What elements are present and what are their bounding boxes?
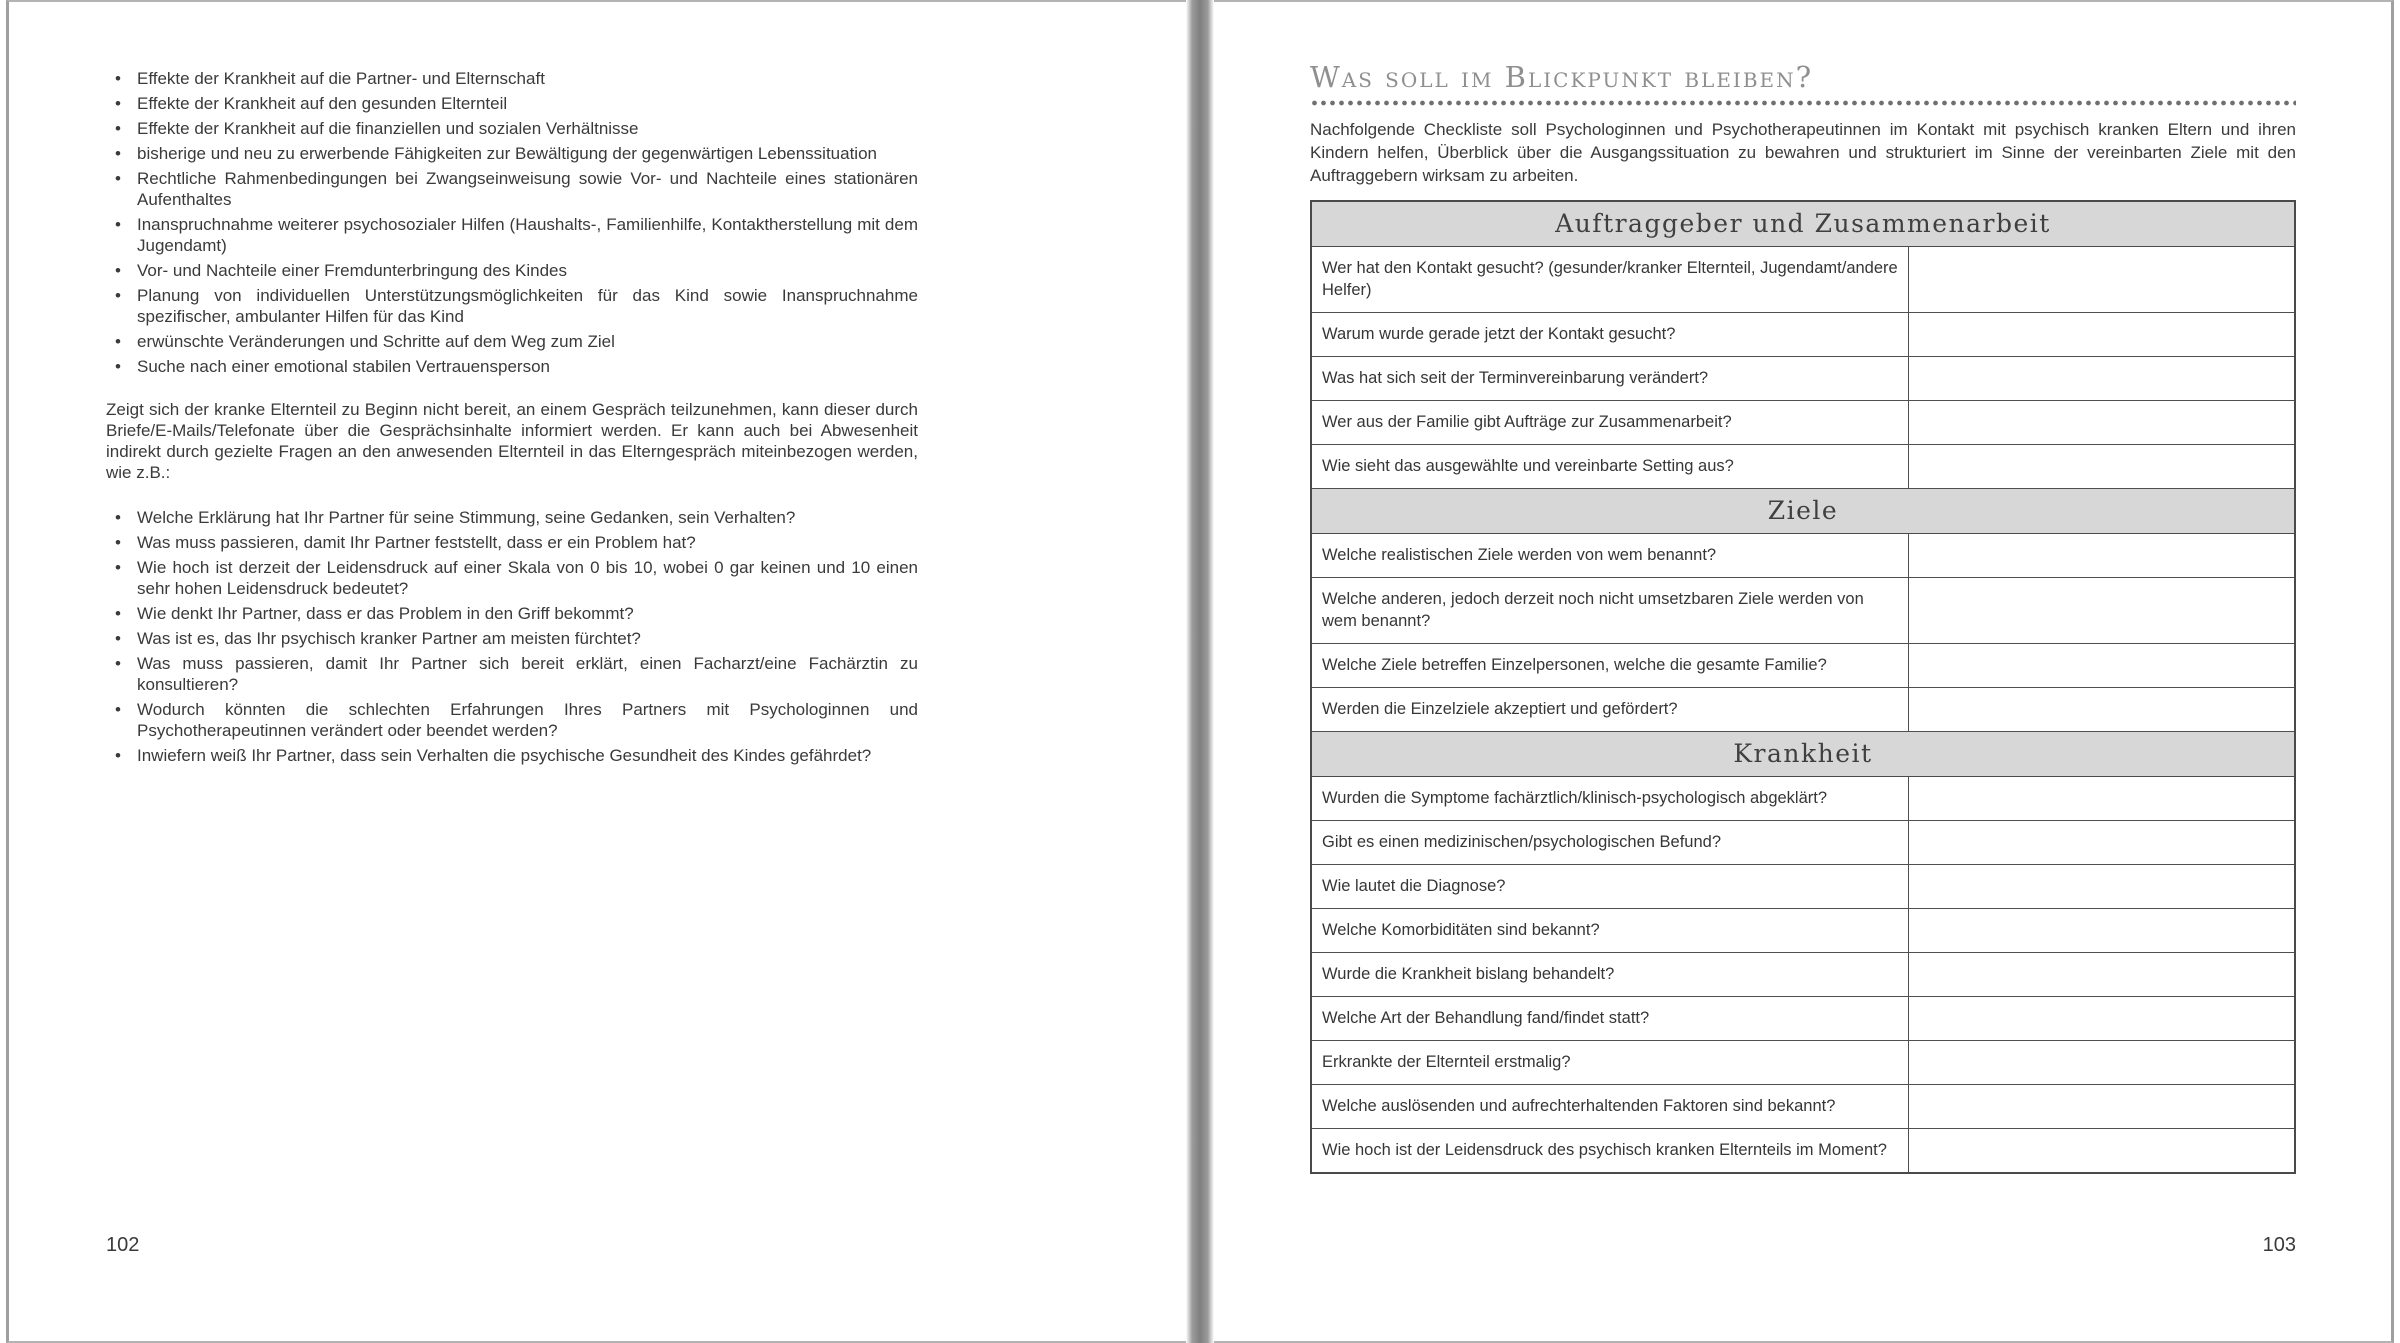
bullet-item	[106, 603, 918, 624]
bullet-item-text: Suche nach einer emotional stabilen Vertrauensperson	[137, 357, 550, 376]
questions-bullet-list	[106, 507, 918, 766]
question-cell: Gibt es einen medizinischen/psychologischen Befund?	[1312, 821, 1909, 864]
bullet-item-text: Was muss passieren, damit Ihr Partner sich bereit erklärt, einen Facharzt/eine Fachärztin zu konsultieren?	[137, 654, 918, 694]
bullet-item	[106, 653, 918, 695]
checklist-row	[1312, 445, 2294, 489]
answer-cell	[1909, 445, 2294, 488]
left-page-content	[106, 68, 918, 770]
bullet-item-text: Vor- und Nachteile einer Fremdunterbringung des Kindes	[137, 261, 567, 280]
checklist-row	[1312, 688, 2294, 732]
question-cell: Welche auslösenden und aufrechterhaltenden Faktoren sind bekannt?	[1312, 1085, 1909, 1128]
right-page-content	[1310, 60, 2296, 1174]
checklist-row	[1312, 401, 2294, 445]
topics-bullet-list	[106, 68, 918, 377]
question-cell: Erkrankte der Elternteil erstmalig?	[1312, 1041, 1909, 1084]
answer-cell	[1909, 401, 2294, 444]
question-cell: Wurden die Symptome fachärztlich/klinisch-psychologisch abgeklärt?	[1312, 777, 1909, 820]
checklist-section	[1312, 489, 2294, 732]
dotted-rule	[1310, 100, 2296, 106]
answer-cell	[1909, 534, 2294, 577]
bullet-item	[106, 118, 918, 139]
checklist-row	[1312, 909, 2294, 953]
checklist-row	[1312, 777, 2294, 821]
bullet-item	[106, 168, 918, 210]
bullet-item-text: bisherige und neu zu erwerbende Fähigkeiten zur Bewältigung der gegenwärtigen Lebenssituation	[137, 144, 877, 163]
bullet-item	[106, 68, 918, 89]
section-header: Auftraggeber und Zusammenarbeit	[1312, 202, 2294, 247]
question-cell: Werden die Einzelziele akzeptiert und gefördert?	[1312, 688, 1909, 731]
checklist-row	[1312, 644, 2294, 688]
bullet-item	[106, 93, 918, 114]
checklist-row	[1312, 1041, 2294, 1085]
question-cell: Welche anderen, jedoch derzeit noch nicht umsetzbaren Ziele werden von wem benannt?	[1312, 578, 1909, 643]
connecting-paragraph: Zeigt sich der kranke Elternteil zu Beginn nicht bereit, an einem Gespräch teilzunehmen, kann dieser durch Briefe/E-Mails/Telefonate über die Gesprächsinhalte informiert werden. Er kann auch bei Abwesenheit indirekt durch gezielte Fragen an den anwesenden Elternteil in das Elterngespräch miteinbezogen werden, wie z.B.:	[106, 400, 918, 482]
checklist-row	[1312, 821, 2294, 865]
section-header: Ziele	[1312, 489, 2294, 534]
answer-cell	[1909, 1041, 2294, 1084]
answer-cell	[1909, 1085, 2294, 1128]
answer-cell	[1909, 997, 2294, 1040]
bullet-item-text: Wie hoch ist derzeit der Leidensdruck auf einer Skala von 0 bis 10, wobei 0 gar keinen und 10 einen sehr hohen Leidensdruck bedeutet?	[137, 558, 918, 598]
bullet-item	[106, 557, 918, 599]
bullet-item-text: erwünschte Veränderungen und Schritte auf dem Weg zum Ziel	[137, 332, 615, 351]
bullet-item-text: Planung von individuellen Unterstützungsmöglichkeiten für das Kind sowie Inanspruchnahme spezifischer, ambulanter Hilfen für das Kind	[137, 286, 918, 326]
bullet-item-text: Wie denkt Ihr Partner, dass er das Problem in den Griff bekommt?	[137, 604, 634, 623]
checklist-row	[1312, 1085, 2294, 1129]
page-gutter	[1186, 0, 1214, 1343]
question-cell: Wie hoch ist der Leidensdruck des psychisch kranken Elternteils im Moment?	[1312, 1129, 1909, 1172]
bullet-item	[106, 699, 918, 741]
answer-cell	[1909, 953, 2294, 996]
checklist-row	[1312, 997, 2294, 1041]
bullet-item	[106, 260, 918, 281]
checklist-row	[1312, 578, 2294, 644]
bullet-item	[106, 507, 918, 528]
checklist-row	[1312, 313, 2294, 357]
section-rows	[1312, 247, 2294, 489]
question-cell: Welche Komorbiditäten sind bekannt?	[1312, 909, 1909, 952]
chapter-title: Was soll im Blickpunkt bleiben?	[1310, 60, 1814, 94]
checklist-row	[1312, 865, 2294, 909]
answer-cell	[1909, 247, 2294, 312]
answer-cell	[1909, 909, 2294, 952]
question-cell: Welche Art der Behandlung fand/findet statt?	[1312, 997, 1909, 1040]
checklist-row	[1312, 534, 2294, 578]
bullet-item	[106, 356, 918, 377]
bullet-item	[106, 745, 918, 766]
bullet-item-text: Inanspruchnahme weiterer psychosozialer Hilfen (Haushalts-, Familienhilfe, Kontaktherstellung mit dem Jugendamt)	[137, 215, 918, 255]
bullet-item	[106, 331, 918, 352]
bullet-item	[106, 214, 918, 256]
checklist-section	[1312, 732, 2294, 1172]
answer-cell	[1909, 865, 2294, 908]
section-rows	[1312, 534, 2294, 732]
question-cell: Wie sieht das ausgewählte und vereinbarte Setting aus?	[1312, 445, 1909, 488]
bullet-item	[106, 285, 918, 327]
question-cell: Welche Ziele betreffen Einzelpersonen, welche die gesamte Familie?	[1312, 644, 1909, 687]
checklist-intro: Nachfolgende Checkliste soll Psychologinnen und Psychotherapeutinnen im Kontakt mit psychisch kranken Eltern und ihren Kindern helfen, Überblick über die Ausgangssituation zu bewahren und strukturiert im Sinne der vereinbarten Ziele mit den Auftraggebern wirksam zu arbeiten.	[1310, 120, 2296, 185]
page-number-right: 103	[2262, 1234, 2296, 1256]
page-number-left: 102	[106, 1234, 140, 1256]
question-cell: Welche realistischen Ziele werden von wem benannt?	[1312, 534, 1909, 577]
question-cell: Warum wurde gerade jetzt der Kontakt gesucht?	[1312, 313, 1909, 356]
section-header: Krankheit	[1312, 732, 2294, 777]
bullet-item-text: Effekte der Krankheit auf die finanziellen und sozialen Verhältnisse	[137, 119, 639, 138]
page-left	[6, 0, 1186, 1343]
answer-cell	[1909, 1129, 2294, 1172]
bullet-item-text: Was ist es, das Ihr psychisch kranker Partner am meisten fürchtet?	[137, 629, 641, 648]
answer-cell	[1909, 821, 2294, 864]
answer-cell	[1909, 578, 2294, 643]
answer-cell	[1909, 357, 2294, 400]
answer-cell	[1909, 688, 2294, 731]
bullet-item-text: Inwiefern weiß Ihr Partner, dass sein Verhalten die psychische Gesundheit des Kindes gefährdet?	[137, 746, 872, 765]
answer-cell	[1909, 313, 2294, 356]
bullet-item-text: Welche Erklärung hat Ihr Partner für seine Stimmung, seine Gedanken, sein Verhalten?	[137, 508, 796, 527]
answer-cell	[1909, 777, 2294, 820]
bullet-item-text: Effekte der Krankheit auf den gesunden Elternteil	[137, 94, 508, 113]
bullet-item-text: Effekte der Krankheit auf die Partner- und Elternschaft	[137, 69, 545, 88]
question-cell: Wurde die Krankheit bislang behandelt?	[1312, 953, 1909, 996]
checklist-row	[1312, 357, 2294, 401]
question-cell: Wie lautet die Diagnose?	[1312, 865, 1909, 908]
answer-cell	[1909, 644, 2294, 687]
bullet-item	[106, 628, 918, 649]
section-rows	[1312, 777, 2294, 1172]
checklist-section	[1312, 202, 2294, 489]
bullet-item-text: Rechtliche Rahmenbedingungen bei Zwangseinweisung sowie Vor- und Nachteile eines stationären Aufenthaltes	[137, 169, 918, 209]
bullet-item-text: Wodurch könnten die schlechten Erfahrungen Ihres Partners mit Psychologinnen und Psychotherapeutinnen verändert oder beendet werden?	[137, 700, 918, 740]
question-cell: Wer hat den Kontakt gesucht? (gesunder/kranker Elternteil, Jugendamt/andere Helfer)	[1312, 247, 1909, 312]
page-right	[1214, 0, 2394, 1343]
checklist-table	[1310, 200, 2296, 1174]
bullet-item	[106, 143, 918, 164]
bullet-item-text: Was muss passieren, damit Ihr Partner feststellt, dass er ein Problem hat?	[137, 533, 696, 552]
question-cell: Wer aus der Familie gibt Aufträge zur Zusammenarbeit?	[1312, 401, 1909, 444]
checklist-row	[1312, 247, 2294, 313]
bullet-item	[106, 532, 918, 553]
checklist-row	[1312, 1129, 2294, 1172]
checklist-row	[1312, 953, 2294, 997]
question-cell: Was hat sich seit der Terminvereinbarung verändert?	[1312, 357, 1909, 400]
